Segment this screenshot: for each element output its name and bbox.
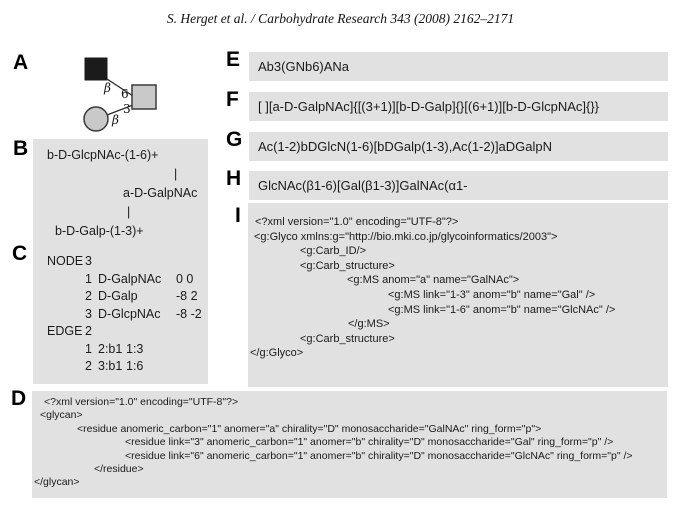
row-keyword: NODE — [47, 254, 84, 268]
bottom-anomer-label: β — [112, 113, 119, 127]
bottom-position-label: 3 — [123, 102, 131, 116]
row-values: -8 -2 — [176, 306, 202, 321]
iupac-line: | — [174, 167, 178, 181]
xml-line: <g:MS link="1-3" anom="b" name="Gal" /> — [388, 288, 596, 301]
panel-label-e: E — [226, 48, 241, 71]
iupac-line: | — [127, 205, 131, 219]
node-edge-box — [33, 247, 208, 384]
iupac-extended-bar: GlcNAc(β1-6)[Gal(β1-3)]GalNAc(α1- — [249, 171, 668, 200]
xml-line: </residue> — [94, 462, 144, 475]
node-edge-row — [33, 358, 208, 376]
gray-circle-icon — [84, 107, 108, 131]
row-values: -8 2 — [176, 289, 198, 303]
row-name: 3:b1 — [98, 359, 123, 373]
xml-line: <residue anomeric_carbon="1" anomer="a" chirality="D" monosaccharide="GalNAc" ring_form="p"> — [77, 422, 542, 435]
row-keyword: EDGE — [47, 324, 83, 338]
panel-label-d: D — [11, 387, 27, 410]
xml-line: <g:Carb_ID/> — [300, 245, 367, 258]
top-position-label: 6 — [121, 87, 129, 101]
xml-line: <g:MS anom="a" name="GalNAc"> — [347, 274, 520, 287]
row-name: D-GalpNAc — [98, 271, 162, 286]
iupac-line: b-D-GlcpNAc-(1-6)+ — [47, 148, 159, 162]
panel-label-b: B — [13, 137, 29, 160]
xml-line: <g:MS link="1-6" anom="b" name="GlcNAc" /> — [388, 303, 616, 316]
running-head-citation: S. Herget et al. / Carbohydrate Research 343 (2008) 2162–2171 — [166, 11, 515, 26]
xml-line: <g:Glyco xmlns:g="http://bio.mki.co.jp/glycoinformatics/2003"> — [254, 230, 558, 243]
glycan-symbol-diagram — [80, 52, 172, 138]
xml-line: <residue link="3" anomeric_carbon="1" anomer="b" chirality="D" monosaccharide="Gal" ring_form="p" /> — [125, 436, 614, 449]
row-index: 1 — [85, 271, 92, 286]
row-index: 3 — [85, 254, 92, 268]
xml-line: <g:Carb_structure> — [300, 332, 395, 345]
row-index: 2 — [85, 289, 92, 303]
row-values: 0 0 — [176, 271, 194, 286]
iupac-line: a-D-GalpNAc — [123, 186, 198, 200]
iupac-condensed-box — [33, 139, 208, 248]
node-edge-row — [33, 323, 208, 341]
panel-label-h: H — [226, 167, 242, 190]
row-index: 1 — [85, 341, 92, 356]
row-name: D-GlcpNAc — [98, 306, 161, 321]
xml-line: <residue link="6" anomeric_carbon="1" anomer="b" chirality="D" monosaccharide="GlcNAc" ring_form="p" /> — [125, 449, 633, 462]
top-anomer-label: β — [104, 81, 111, 95]
xml-line: <?xml version="1.0" encoding="UTF-8"?> — [44, 396, 239, 408]
glycan-xml-box — [32, 391, 667, 498]
node-edge-row — [33, 288, 208, 306]
row-values: 1:6 — [126, 359, 144, 373]
linucs-bar: [ ][a-D-GalpNAc]{[(3+1)][b-D-Galp]{}[(6+1)][b-D-GlcpNAc]{}} — [249, 92, 668, 121]
node-edge-row — [33, 271, 208, 289]
row-index: 2 — [85, 359, 92, 373]
row-index: 3 — [85, 306, 92, 321]
row-name: 2:b1 — [98, 341, 123, 356]
black-square-icon — [85, 58, 107, 80]
xml-line: </g:MS> — [348, 318, 390, 331]
gray-square-icon — [132, 85, 156, 109]
panel-label-f: F — [226, 88, 239, 111]
node-edge-row — [33, 341, 208, 359]
xml-line: <?xml version="1.0" encoding="UTF-8"?> — [255, 216, 459, 228]
glyco-xml-box — [248, 203, 668, 387]
panel-label-i: I — [235, 204, 241, 227]
panel-label-a: A — [13, 51, 29, 74]
xml-line: <g:Carb_structure> — [300, 259, 395, 272]
node-edge-row — [33, 253, 208, 271]
row-name: D-Galp — [98, 289, 138, 303]
linearcode-bar: Ab3(GNb6)ANa — [249, 52, 668, 81]
row-values: 1:3 — [126, 341, 144, 356]
node-edge-row — [33, 306, 208, 324]
xml-line: </g:Glyco> — [250, 347, 304, 360]
panel-label-g: G — [226, 128, 243, 151]
xml-line: <glycan> — [40, 409, 83, 422]
panel-label-c: C — [12, 242, 28, 265]
iupac-line: b-D-Galp-(1-3)+ — [55, 224, 144, 238]
xml-line: </glycan> — [34, 476, 80, 489]
row-index: 2 — [85, 324, 92, 338]
bcsdb-bar: Ac(1-2)bDGlcN(1-6)[bDGalp(1-3),Ac(1-2)]aDGalpN — [249, 132, 668, 161]
